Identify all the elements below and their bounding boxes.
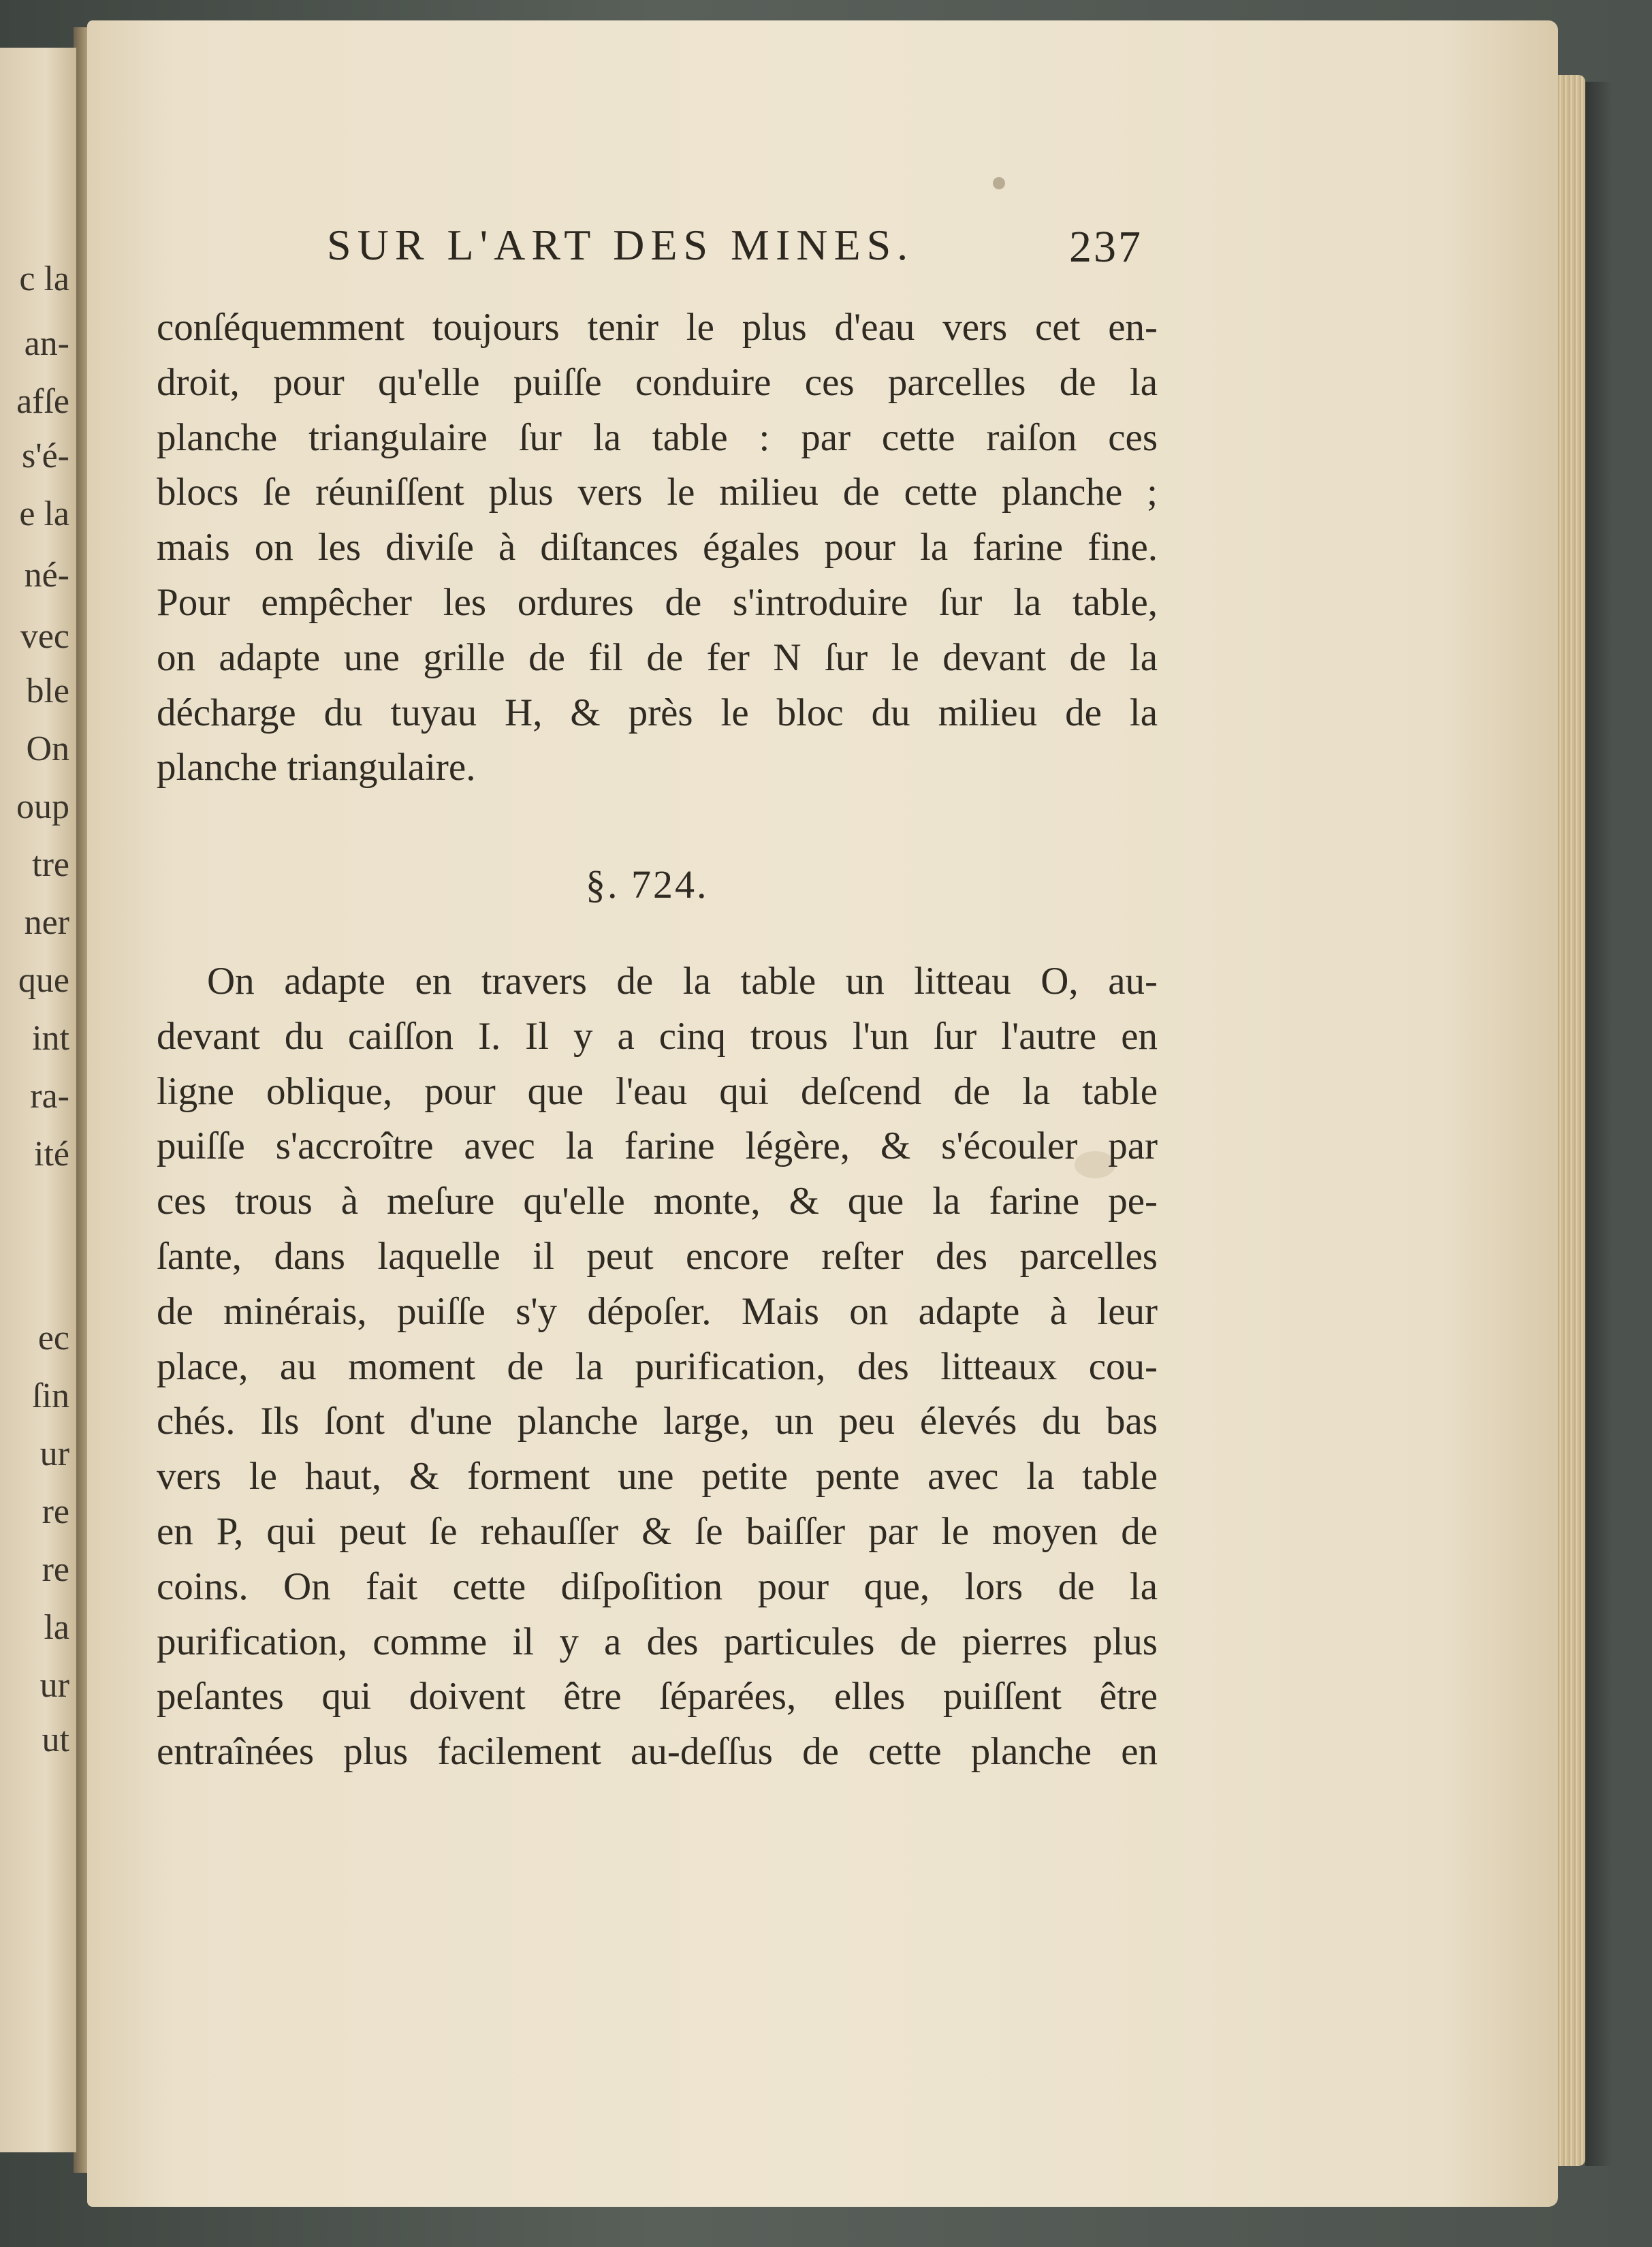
left-page-fragment: ité	[34, 1135, 69, 1174]
text-line: mais on les diviſe à diſtances égales pour la farine fine.	[157, 526, 1158, 569]
text-line: entraînées plus facilement au-deſſus de cette planche en	[157, 1730, 1158, 1774]
text-line: purification, comme il y a des particules de pierres plus	[157, 1620, 1158, 1663]
text-line: Pour empêcher les ordures de s'introduire ſur la table,	[157, 580, 1158, 624]
text-line: On adapte en travers de la table un litteau O, au-	[207, 960, 1158, 1003]
left-page-fragment: ec	[37, 1319, 69, 1357]
text-line: blocs ſe réuniſſent plus vers le milieu de cette planche ;	[157, 471, 1158, 514]
text-line: planche triangulaire ſur la table : par cette raiſon ces	[157, 415, 1158, 459]
left-page-fragment: ble	[26, 672, 69, 710]
text-line: planche triangulaire.	[157, 746, 476, 789]
left-page-fragment: re	[42, 1550, 69, 1589]
left-page-fragment: vec	[20, 617, 69, 656]
left-page-fragment: On	[26, 729, 69, 768]
left-page-fragment: s'é-	[21, 437, 69, 475]
text-line: place, au moment de la purification, des litteaux cou-	[157, 1345, 1158, 1388]
left-facing-page	[0, 48, 76, 2152]
text-line: ces trous à meſure qu'elle monte, & que la farine pe-	[157, 1180, 1158, 1223]
left-page-fragment: e la	[19, 494, 69, 533]
page-edge-shadow	[1585, 82, 1613, 2166]
text-line: décharge du tuyau H, & près le bloc du milieu de la	[157, 691, 1158, 734]
text-line: on adapte une grille de fil de fer N ſur le devant de la	[157, 635, 1158, 679]
text-line: droit, pour qu'elle puiſſe conduire ces parcelles de la	[157, 360, 1158, 404]
text-line: vers le haut, & forment une petite pente avec la table	[157, 1455, 1158, 1498]
paragraph-1	[157, 300, 1158, 796]
running-head: SUR L'ART DES MINES.	[327, 221, 915, 269]
text-line: peſantes qui doivent être ſéparées, elles puiſſent être	[157, 1675, 1158, 1718]
paragraph-2	[157, 954, 1158, 1780]
left-page-fragment: né-	[24, 556, 69, 595]
left-page-fragment: tre	[32, 845, 69, 884]
left-page-fragment: c la	[19, 260, 69, 298]
left-page-fragment: oup	[16, 787, 69, 826]
left-page-fragment: afſe	[16, 382, 69, 421]
text-line: puiſſe s'accroître avec la farine légère, & s'écouler par	[157, 1125, 1158, 1168]
text-line: de minérais, puiſſe s'y dépoſer. Mais on adapte à leur	[157, 1289, 1158, 1333]
left-page-fragment: an-	[24, 324, 69, 363]
text-line: ligne oblique, pour que l'eau qui deſcend de la table	[157, 1069, 1158, 1113]
text-line: en P, qui peut ſe rehauſſer & ſe baiſſer par le moyen de	[157, 1509, 1158, 1553]
left-page-fragment: ur	[39, 1434, 69, 1473]
left-page-fragment: re	[42, 1492, 69, 1531]
page-header	[0, 220, 1652, 274]
left-page-fragment: que	[18, 961, 69, 1000]
left-page-fragment: ut	[42, 1720, 69, 1759]
page-number: 237	[1069, 222, 1143, 272]
text-line: chés. Ils ſont d'une planche large, un peu élevés du bas	[157, 1400, 1158, 1443]
left-page-fragment: ra-	[30, 1077, 69, 1116]
paper-stain	[993, 177, 1005, 189]
text-line: conſéquemment toujours tenir le plus d'eau vers cet en-	[157, 306, 1158, 349]
left-page-fragment: ner	[24, 903, 69, 942]
text-line: coins. On fait cette diſpoſition pour que, lors de la	[157, 1565, 1158, 1608]
left-page-fragment: ſin	[32, 1377, 69, 1415]
left-page-fragment: la	[44, 1608, 69, 1647]
left-page-fragment: int	[32, 1019, 69, 1058]
text-line: ſante, dans laquelle il peut encore reſter des parcelles	[157, 1234, 1158, 1278]
text-line: devant du caiſſon I. Il y a cinq trous l'un ſur l'autre en	[157, 1014, 1158, 1058]
section-heading: §. 724.	[586, 862, 709, 907]
left-page-fragment: ur	[39, 1666, 69, 1705]
